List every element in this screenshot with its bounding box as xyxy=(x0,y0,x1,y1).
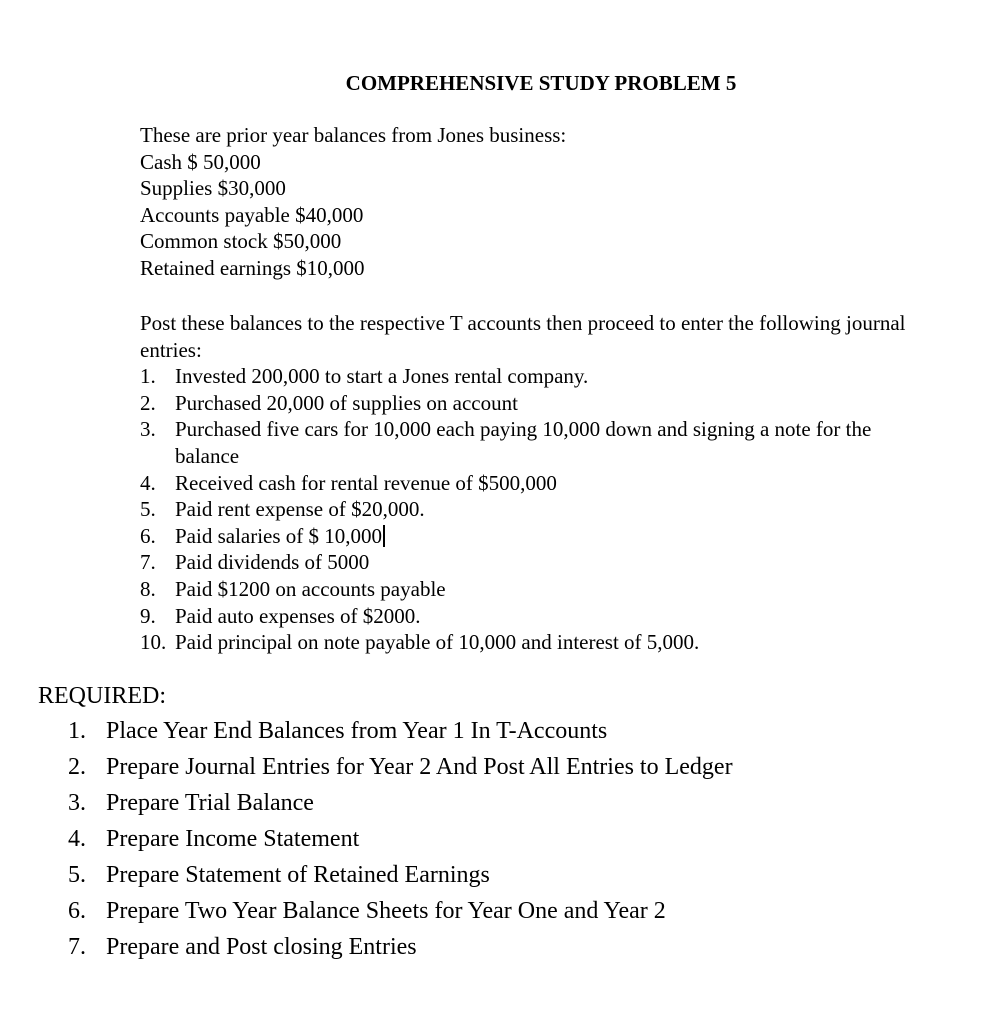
list-item xyxy=(68,821,733,857)
entry-text: Purchased five cars for 10,000 each paying 10,000 down and signing a note for the balance xyxy=(175,417,872,468)
text-cursor xyxy=(383,525,385,547)
list-item xyxy=(68,713,733,749)
required-number: 7. xyxy=(68,934,86,960)
list-item xyxy=(68,893,733,929)
list-item xyxy=(140,523,930,550)
required-text: Prepare and Post closing Entries xyxy=(106,934,417,960)
entry-text: Paid auto expenses of $2000. xyxy=(175,603,421,628)
journal-entries-block xyxy=(140,310,930,656)
balances-intro: These are prior year balances from Jones business: xyxy=(140,123,567,147)
entry-text: Paid rent expense of $20,000. xyxy=(175,497,425,522)
required-list xyxy=(68,713,733,965)
entry-number: 4. xyxy=(140,470,156,495)
list-item xyxy=(140,416,930,469)
required-number: 1. xyxy=(68,718,86,744)
list-item xyxy=(68,857,733,893)
balance-cash: Cash $ 50,000 xyxy=(140,149,261,174)
prior-balances-block xyxy=(140,122,930,282)
entry-number: 9. xyxy=(140,603,156,628)
entry-number: 10. xyxy=(140,630,167,655)
entry-text: Invested 200,000 to start a Jones rental company. xyxy=(175,364,589,389)
balance-common-stock: Common stock $50,000 xyxy=(140,229,342,254)
required-heading: REQUIRED: xyxy=(38,683,166,709)
entry-text: Paid dividends of 5000 xyxy=(175,550,370,575)
entry-text: Purchased 20,000 of supplies on account xyxy=(175,390,518,415)
list-item xyxy=(68,785,733,821)
list-item xyxy=(68,929,733,965)
required-text: Place Year End Balances from Year 1 In T-Accounts xyxy=(106,718,608,744)
list-item xyxy=(140,496,930,523)
list-item xyxy=(140,576,930,603)
entry-number: 6. xyxy=(140,523,156,548)
entry-number: 8. xyxy=(140,576,156,601)
required-number: 6. xyxy=(68,898,86,924)
balance-accounts-payable: Accounts payable $40,000 xyxy=(140,202,364,227)
required-text: Prepare Statement of Retained Earnings xyxy=(106,862,490,888)
balance-supplies: Supplies $30,000 xyxy=(140,176,286,201)
list-item xyxy=(140,470,930,497)
required-number: 2. xyxy=(68,754,86,780)
entry-number: 5. xyxy=(140,497,156,522)
entry-number: 1. xyxy=(140,364,156,389)
entry-text: Received cash for rental revenue of $500,000 xyxy=(175,470,557,495)
page-title: COMPREHENSIVE STUDY PROBLEM 5 xyxy=(345,71,737,95)
entry-number: 7. xyxy=(140,550,156,575)
balance-retained-earnings: Retained earnings $10,000 xyxy=(140,255,365,280)
entry-text: Paid principal on note payable of 10,000 and interest of 5,000. xyxy=(175,630,700,655)
instructions-paragraph: Post these balances to the respective T accounts then proceed to enter the following journal entries: xyxy=(140,311,906,362)
entry-number: 3. xyxy=(140,417,156,442)
list-item xyxy=(140,629,930,656)
required-number: 3. xyxy=(68,790,86,816)
entry-text: Paid salaries of $ 10,000 xyxy=(175,523,383,548)
list-item xyxy=(140,549,930,576)
required-number: 4. xyxy=(68,826,86,852)
list-item xyxy=(140,363,930,390)
required-number: 5. xyxy=(68,862,86,888)
list-item xyxy=(140,603,930,630)
required-text: Prepare Journal Entries for Year 2 And Post All Entries to Ledger xyxy=(106,754,733,780)
required-text: Prepare Trial Balance xyxy=(106,790,314,816)
required-text: Prepare Two Year Balance Sheets for Year One and Year 2 xyxy=(106,898,666,924)
entry-number: 2. xyxy=(140,390,156,415)
journal-entries-list xyxy=(140,363,930,656)
entry-text: Paid $1200 on accounts payable xyxy=(175,576,446,601)
required-text: Prepare Income Statement xyxy=(106,826,360,852)
list-item xyxy=(140,390,930,417)
list-item xyxy=(68,749,733,785)
